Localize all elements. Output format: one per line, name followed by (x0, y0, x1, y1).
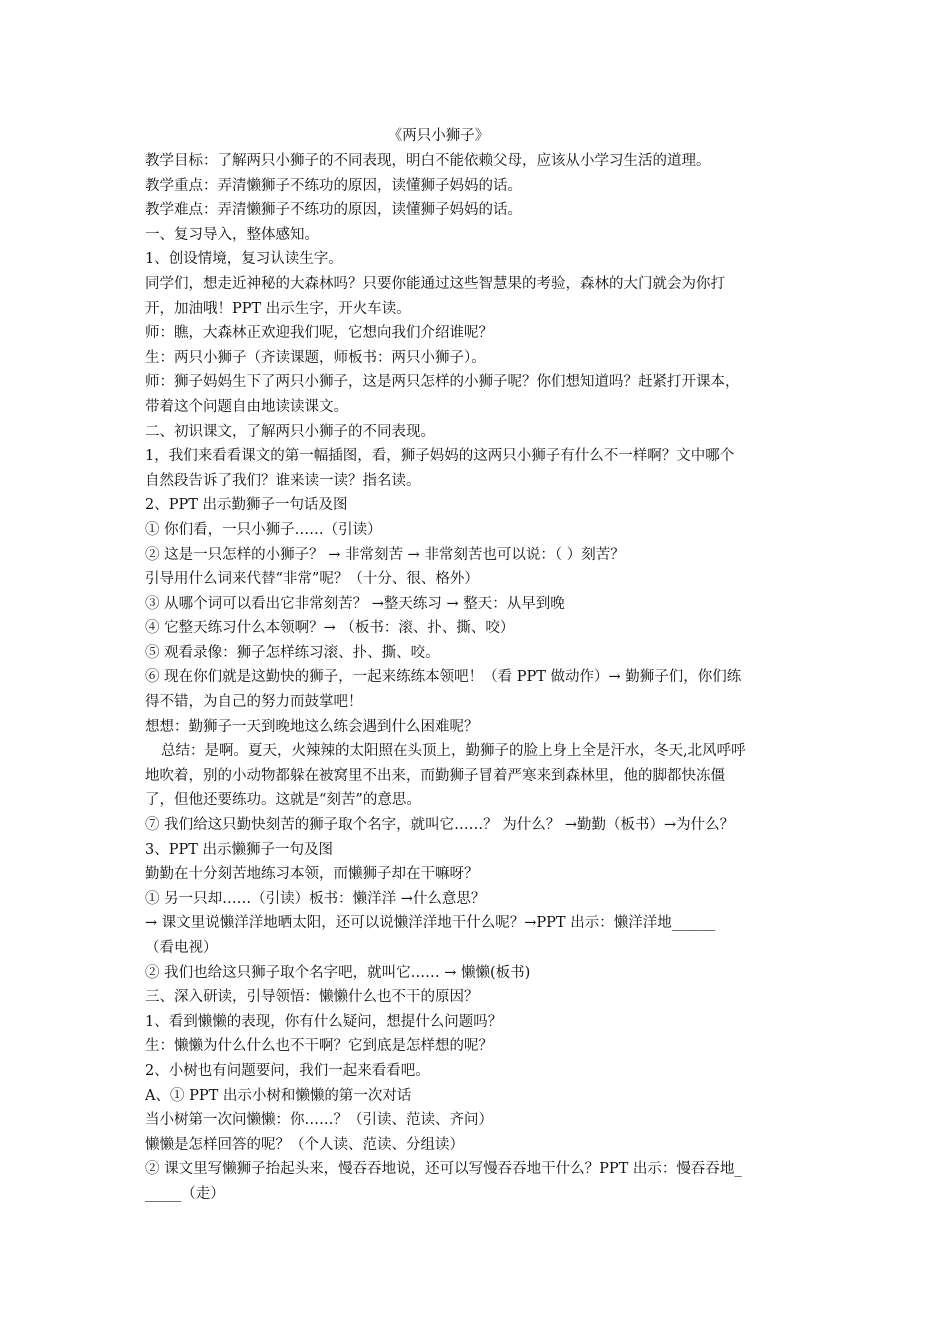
text-line: 二、初识课文，了解两只小狮子的不同表现。 (145, 423, 435, 440)
text-line: 3、PPT 出示懒狮子一句及图 (145, 841, 334, 858)
text-line: 教学重点：弄清懒狮子不练功的原因，读懂狮子妈妈的话。 (145, 177, 522, 194)
text-line: 引导用什么词来代替“非常”呢？（十分、很、格外） (145, 571, 479, 588)
text-line: 2、小树也有问题要问，我们一起来看看吧。 (145, 1062, 430, 1079)
text-line: 地吹着，别的小动物都躲在被窝里不出来，而勤狮子冒着严寒来到森林里，他的脚都快冻僵 (145, 767, 725, 784)
text-line: ② 这是一只怎样的小狮子？ → 非常刻苦 → 非常刻苦也可以说：（ ）刻苦？ (145, 546, 625, 563)
text-line: ⑦ 我们给这只勤快刻苦的狮子取个名字，就叫它……？ 为什么？ →勤勤（板书）→为什么？ (145, 817, 735, 834)
text-line: → 课文里说懒洋洋地晒太阳，还可以说懒洋洋地干什么呢？→PPT 出示：懒洋洋地______ (145, 915, 716, 932)
text-line: ② 我们也给这只狮子取个名字吧，就叫它…… → 懒懒(板书) (145, 964, 531, 981)
text-line: 想想：勤狮子一天到晚地这么练会遇到什么困难呢？ (145, 718, 479, 735)
text-line: 师：瞧，大森林正欢迎我们呢，它想向我们介绍谁呢？ (145, 325, 493, 342)
text-line: 同学们，想走近神秘的大森林吗？只要你能通过这些智慧果的考验，森林的大门就会为你打 (145, 275, 725, 292)
text-line: 总结：是啊。夏天，火辣辣的太阳照在头顶上，勤狮子的脸上身上全是汗水，冬天,北风呼呼 (161, 743, 746, 760)
text-line: 一、复习导入，整体感知。 (145, 226, 319, 243)
text-line: 自然段告诉了我们？谁来读一读？指名读。 (145, 472, 421, 489)
text-line: （看电视） (145, 940, 218, 956)
text-line: 1、看到懒懒的表现，你有什么疑问，想提什么问题吗？ (145, 1013, 503, 1030)
text-line: ① 你们看，一只小狮子……（引读） (145, 521, 382, 538)
text-line: 带着这个问题自由地读读课文。 (145, 398, 348, 415)
text-line: 得不错，为自己的努力而鼓掌吧！ (145, 694, 363, 711)
text-line: 了，但他还要练功。这就是“刻苦”的意思。 (145, 792, 421, 809)
text-line: 开，加油哦！PPT 出示生字，开火车读。 (145, 300, 411, 317)
text-line: 勤勤在十分刻苦地练习本领，而懒狮子却在干嘛呀？ (145, 866, 479, 883)
document-title: 《两只小狮子》 (387, 128, 490, 144)
text-line: ② 课文里写懒狮子抬起头来，慢吞吞地说，还可以写慢吞吞地干什么？PPT 出示：慢吞吞地_ (145, 1161, 742, 1178)
text-line: ⑥ 现在你们就是这勤快的狮子，一起来练练本领吧！（看 PPT 做动作）→ 勤狮子们，你们练 (145, 669, 742, 686)
text-line: 教学目标：了解两只小狮子的不同表现，明白不能依赖父母，应该从小学习生活的道理。 (145, 153, 711, 169)
text-line: A、① PPT 出示小树和懒懒的第一次对话 (145, 1087, 412, 1104)
text-line: 教学难点：弄清懒狮子不练功的原因，读懂狮子妈妈的话。 (145, 202, 522, 219)
text-line: ④ 它整天练习什么本领啊？→ （板书：滚、扑、撕、咬） (145, 620, 515, 637)
document-page (145, 124, 817, 1207)
text-line: ③ 从哪个词可以看出它非常刻苦？ →整天练习 → 整天：从早到晚 (145, 595, 565, 612)
text-line: ⑤ 观看录像：狮子怎样练习滚、扑、撕、咬。 (145, 644, 440, 661)
text-line: 师：狮子妈妈生下了两只小狮子，这是两只怎样的小狮子呢？你们想知道吗？赶紧打开课本， (145, 374, 740, 391)
text-line: 2、PPT 出示勤狮子一句话及图 (145, 497, 348, 514)
document-body (145, 149, 817, 1207)
text-line: 当小树第一次问懒懒：你……？（引读、范读、齐问） (145, 1112, 493, 1129)
text-line: ① 另一只却……（引读）板书：懒洋洋 →什么意思？ (145, 890, 486, 907)
text-line: 生：两只小狮子（齐读课题，师板书：两只小狮子）。 (145, 349, 486, 366)
text-line: 1、创设情境，复习认读生字。 (145, 251, 343, 268)
text-line: _____（走） (145, 1185, 225, 1202)
text-line: 懒懒是怎样回答的呢？（个人读、范读、分组读） (145, 1136, 464, 1153)
text-line: 三、深入研读，引导领悟：懒懒什么也不干的原因？ (145, 989, 479, 1006)
text-line: 1，我们来看看课文的第一幅插图，看，狮子妈妈的这两只小狮子有什么不一样啊？文中哪个 (145, 448, 735, 465)
text-line: 生：懒懒为什么什么也不干啊？它到底是怎样想的呢？ (145, 1038, 493, 1055)
